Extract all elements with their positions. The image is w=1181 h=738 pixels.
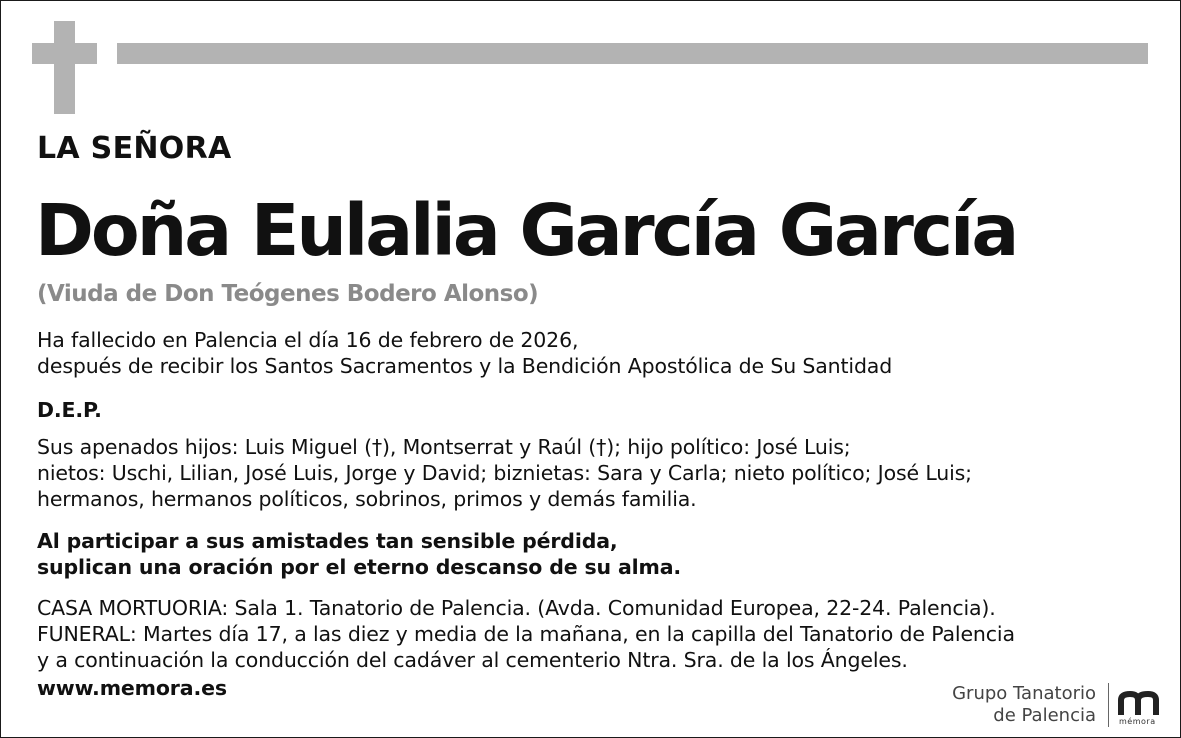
family-line: Sus apenados hijos: Luis Miguel (†), Montserrat y Raúl (†); hijo político: José Luis; [37,435,851,459]
deceased-name: Doña Eulalia García García [35,189,1017,272]
death-notice-line: Ha fallecido en Palencia el día 16 de febrero de 2026, [37,328,579,352]
widow-subtitle: (Viuda de Don Teógenes Bodero Alonso) [37,281,539,307]
appeal-line: Al participar a sus amistades tan sensible pérdida, [37,529,618,553]
funeral-home-line: Grupo Tanatorio [952,683,1096,704]
death-notice-line: después de recibir los Santos Sacramentos y la Bendición Apostólica de Su Santidad [37,354,893,378]
dep-label: D.E.P. [37,398,102,422]
prayer-appeal [37,528,681,580]
memora-logo-text: mémora [1119,717,1156,726]
brand-divider [1108,683,1109,727]
family-line: nietos: Uschi, Lilian, José Luis, Jorge y David; biznietas: Sara y Carla; nieto político; José Luis; [37,461,972,485]
funeral-home-line: de Palencia [993,705,1096,726]
website-link[interactable]: www.memora.es [37,676,227,700]
family-line: hermanos, hermanos políticos, sobrinos, primos y demás familia. [37,487,697,511]
header-rule [117,43,1148,64]
family-list [37,434,972,512]
appeal-line: suplican una oración por el eterno descanso de su alma. [37,555,682,579]
cross-icon-horizontal [32,43,97,64]
cross-icon-vertical [54,21,75,114]
service-line: CASA MORTUORIA: Sala 1. Tanatorio de Palencia. (Avda. Comunidad Europea, 22-24. Palencia). [37,596,996,620]
honorific: LA SEÑORA [37,131,232,166]
service-line: FUNERAL: Martes día 17, a las diez y media de la mañana, en la capilla del Tanatorio de Palencia [37,622,1015,646]
service-line: y a continuación la conducción del cadáver al cementerio Ntra. Sra. de la los Ángeles. [37,648,908,672]
funeral-home-name [952,683,1096,727]
death-notice [37,327,892,379]
memora-logo-icon [1118,690,1166,716]
service-details [37,595,1015,673]
